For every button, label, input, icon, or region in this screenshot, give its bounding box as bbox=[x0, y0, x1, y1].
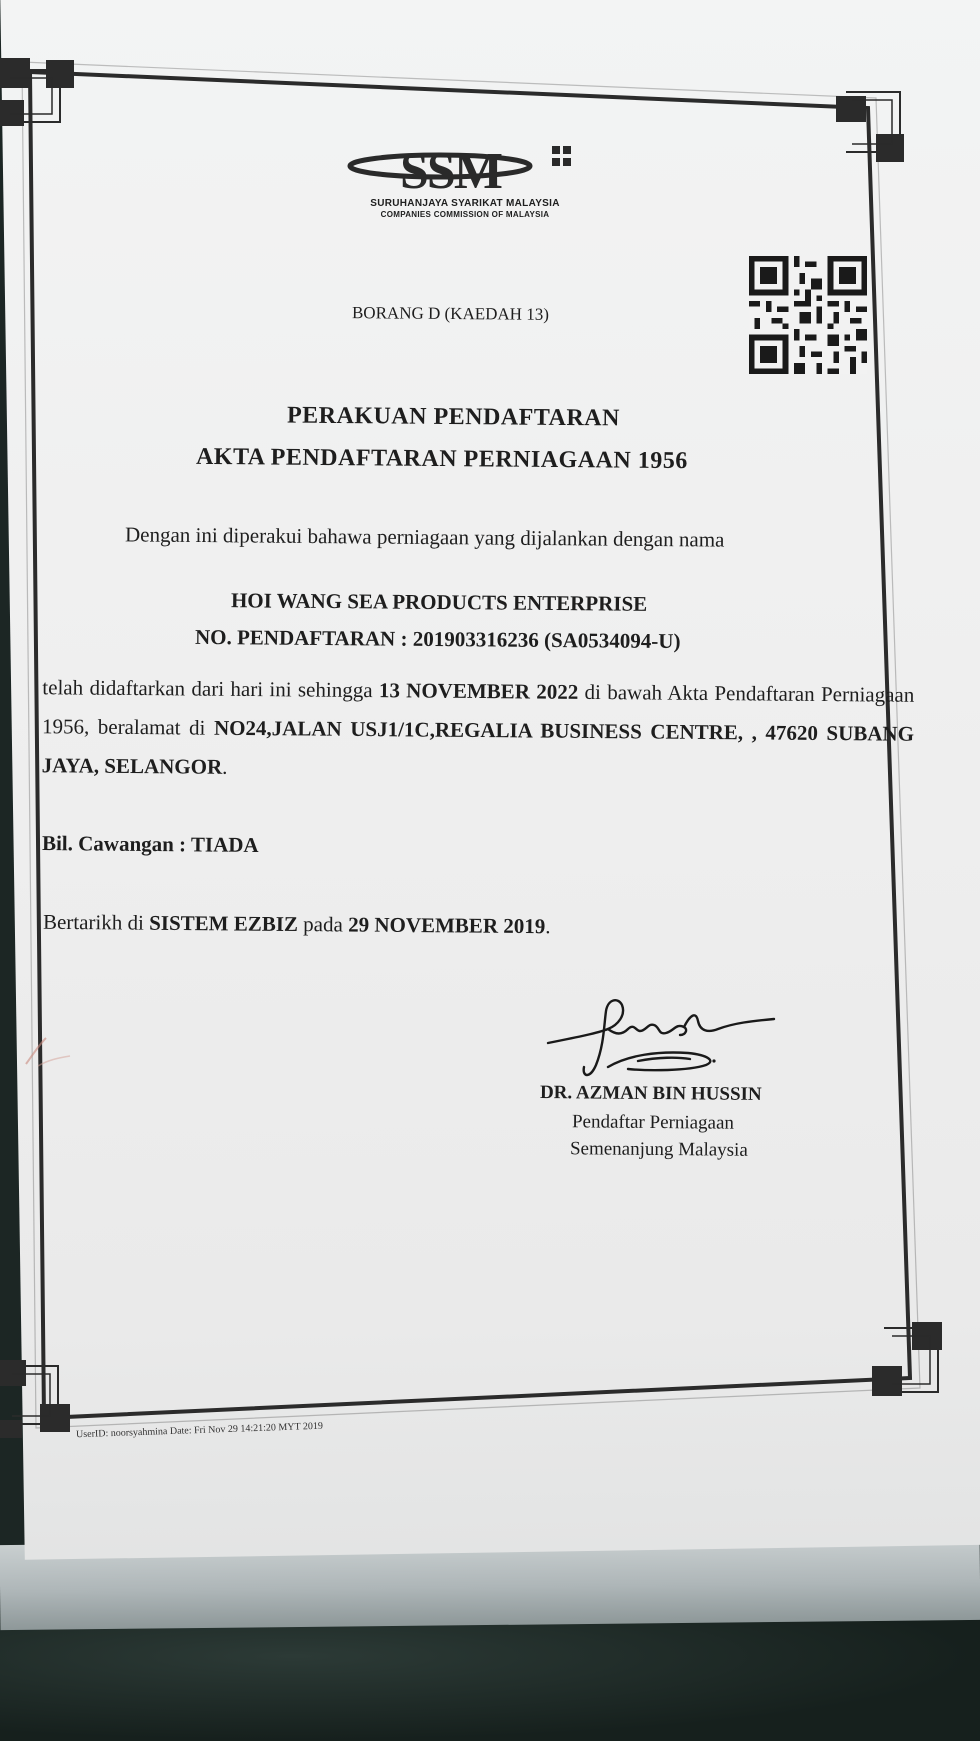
issuing-system: SISTEM EZBIZ bbox=[149, 910, 299, 937]
intro-statement: Dengan ini diperakui bahawa perniagaan yang dijalankan dengan nama bbox=[124, 522, 725, 552]
body-text: telah didaftarkan dari hari ini sehingga bbox=[42, 675, 380, 703]
business-address: NO24,JALAN USJ1/1C,REGALIA BUSINESS CENTRE, , 47620 SUBANG JAYA, SELANGOR bbox=[41, 715, 915, 779]
registration-paragraph bbox=[42, 668, 915, 793]
business-name: HOI WANG SEA PRODUCTS ENTERPRISE bbox=[230, 588, 648, 616]
body-text: . bbox=[222, 754, 228, 779]
form-reference: BORANG D (KAEDAH 13) bbox=[351, 303, 549, 324]
expiry-date: 13 NOVEMBER 2022 bbox=[378, 678, 579, 704]
signatory-region: Semenanjung Malaysia bbox=[569, 1138, 748, 1161]
signatory-title: Pendaftar Perniagaan bbox=[571, 1111, 735, 1134]
user-stamp: UserID: noorsyahmina Date: Fri Nov 29 14:21:20 MYT 2019 bbox=[75, 1420, 324, 1441]
agency-name-english: COMPANIES COMMISSION OF MALAYSIA bbox=[380, 210, 550, 219]
issue-date: 29 NOVEMBER 2019 bbox=[348, 912, 546, 939]
branch-count: Bil. Cawangan : TIADA bbox=[41, 831, 259, 857]
signatory-name: DR. AZMAN BIN HUSSIN bbox=[539, 1082, 762, 1105]
certificate-act: AKTA PENDAFTARAN PERNIAGAAN 1956 bbox=[195, 443, 688, 475]
logo-mark: SSM bbox=[400, 143, 501, 200]
dated-middle: pada bbox=[297, 912, 349, 937]
certificate-title: PERAKUAN PENDAFTARAN bbox=[286, 402, 620, 432]
dated-suffix: . bbox=[545, 914, 551, 939]
body-text: di bawah Akta Pendaftaran Perniagaan 1956, beralamat di bbox=[41, 679, 915, 740]
registration-number: NO. PENDAFTARAN : 201903316236 (SA0534094-U) bbox=[194, 624, 681, 654]
agency-name-malay: SURUHANJAYA SYARIKAT MALAYSIA bbox=[370, 198, 560, 209]
dated-prefix: Bertarikh di bbox=[42, 909, 150, 935]
signature-icon bbox=[538, 985, 798, 1095]
qr-code-icon bbox=[748, 256, 868, 374]
ink-stain-mark bbox=[18, 1020, 78, 1070]
dated-statement bbox=[43, 910, 551, 939]
